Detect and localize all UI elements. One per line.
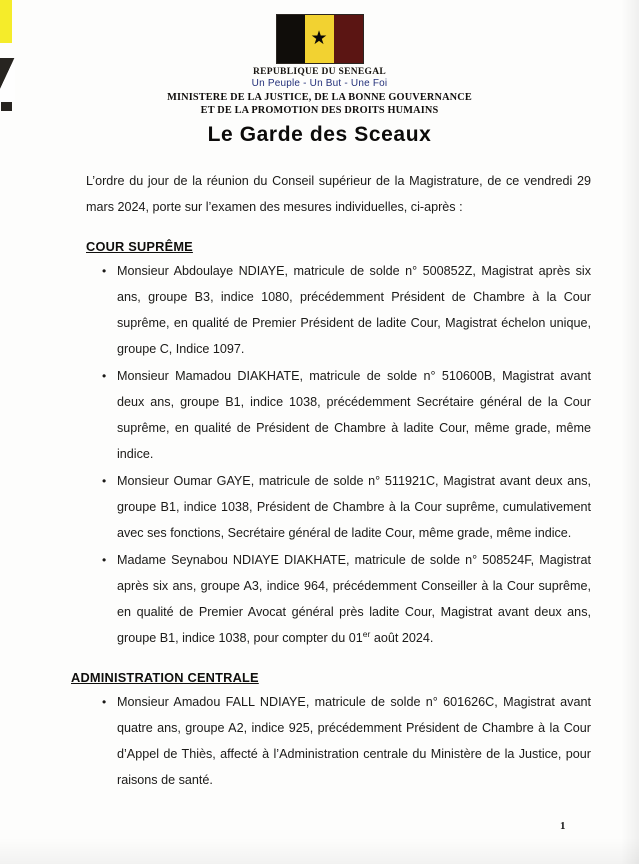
entry-list-cour-supreme (86, 258, 591, 651)
flag-star-glyph: ★ (310, 28, 328, 49)
republic-line: REPUBLIQUE DU SENEGAL (253, 67, 386, 77)
list-item: • Monsieur Mamadou DIAKHATE, matricule de solde n° 510600B, Magistrat avant deux ans, groupe B1, indice 1038, précédemment Secrétaire général de la Cour suprême, en qualité de Président de Chambre à ladite Cour, même grade, même indice. (86, 363, 591, 467)
document-body (71, 168, 591, 794)
list-item-superscript: er (362, 628, 371, 639)
section-heading-administration-centrale: ADMINISTRATION CENTRALE (71, 670, 259, 685)
flag-band-right (334, 15, 363, 63)
ministry-line-2: ET DE LA PROMOTION DES DROITS HUMAINS (200, 105, 439, 116)
scan-shadow-bottom (0, 838, 639, 864)
list-item (86, 547, 591, 651)
intro-paragraph: L’ordre du jour de la réunion du Conseil supérieur de la Magistrature, de ce vendredi 29 mars 2024, porte sur l’examen des mesures individuelles, ci-après : (86, 174, 591, 214)
list-item: • Monsieur Oumar GAYE, matricule de solde n° 511921C, Magistrat avant deux ans, groupe B1, indice 1038, Président de Chambre à la Cour suprême, cumulativement avec ses fonctions, Secrétaire général de ladite Cour, même grade, même indice. (86, 468, 591, 546)
national-motto: Un Peuple - Un But - Une Foi (251, 78, 388, 89)
list-item-text-after: août 2024. (370, 631, 434, 645)
page-title: Le Garde des Sceaux (207, 123, 432, 146)
entry-list-administration-centrale (86, 689, 591, 793)
ministry-line-1: MINISTERE DE LA JUSTICE, DE LA BONNE GOUVERNANCE (167, 92, 472, 103)
senegal-flag (276, 14, 364, 64)
flag-band-center (305, 15, 334, 63)
section-heading-cour-supreme: COUR SUPRÊME (86, 239, 193, 254)
letterhead (0, 14, 639, 147)
list-item: • Monsieur Abdoulaye NDIAYE, matricule de solde n° 500852Z, Magistrat après six ans, groupe B3, indice 1080, précédemment Président de Chambre à la Cour suprême, en qualité de Premier Président de ladite Cour, Magistrat échelon unique, groupe C, Indice 1097. (86, 258, 591, 362)
list-item: • Monsieur Amadou FALL NDIAYE, matricule de solde n° 601626C, Magistrat avant quatre ans, groupe A2, indice 925, précédemment Président de Chambre à la Cour d’Appel de Thiès, affecté à l’Administration centrale du Ministère de la Justice, pour raisons de santé. (86, 689, 591, 793)
page-number: 1 (560, 820, 566, 832)
flag-band-left (277, 15, 306, 63)
list-item-text-before: Madame Seynabou NDIAYE DIAKHATE, matricule de solde n° 508524F, Magistrat après six ans, groupe A3, indice 964, précédemment Conseiller à la Cour suprême, en qualité de Premier Avocat général près ladite Cour, Magistrat avant deux ans, groupe B1, indice 1038, pour compter du 01 (117, 553, 591, 645)
